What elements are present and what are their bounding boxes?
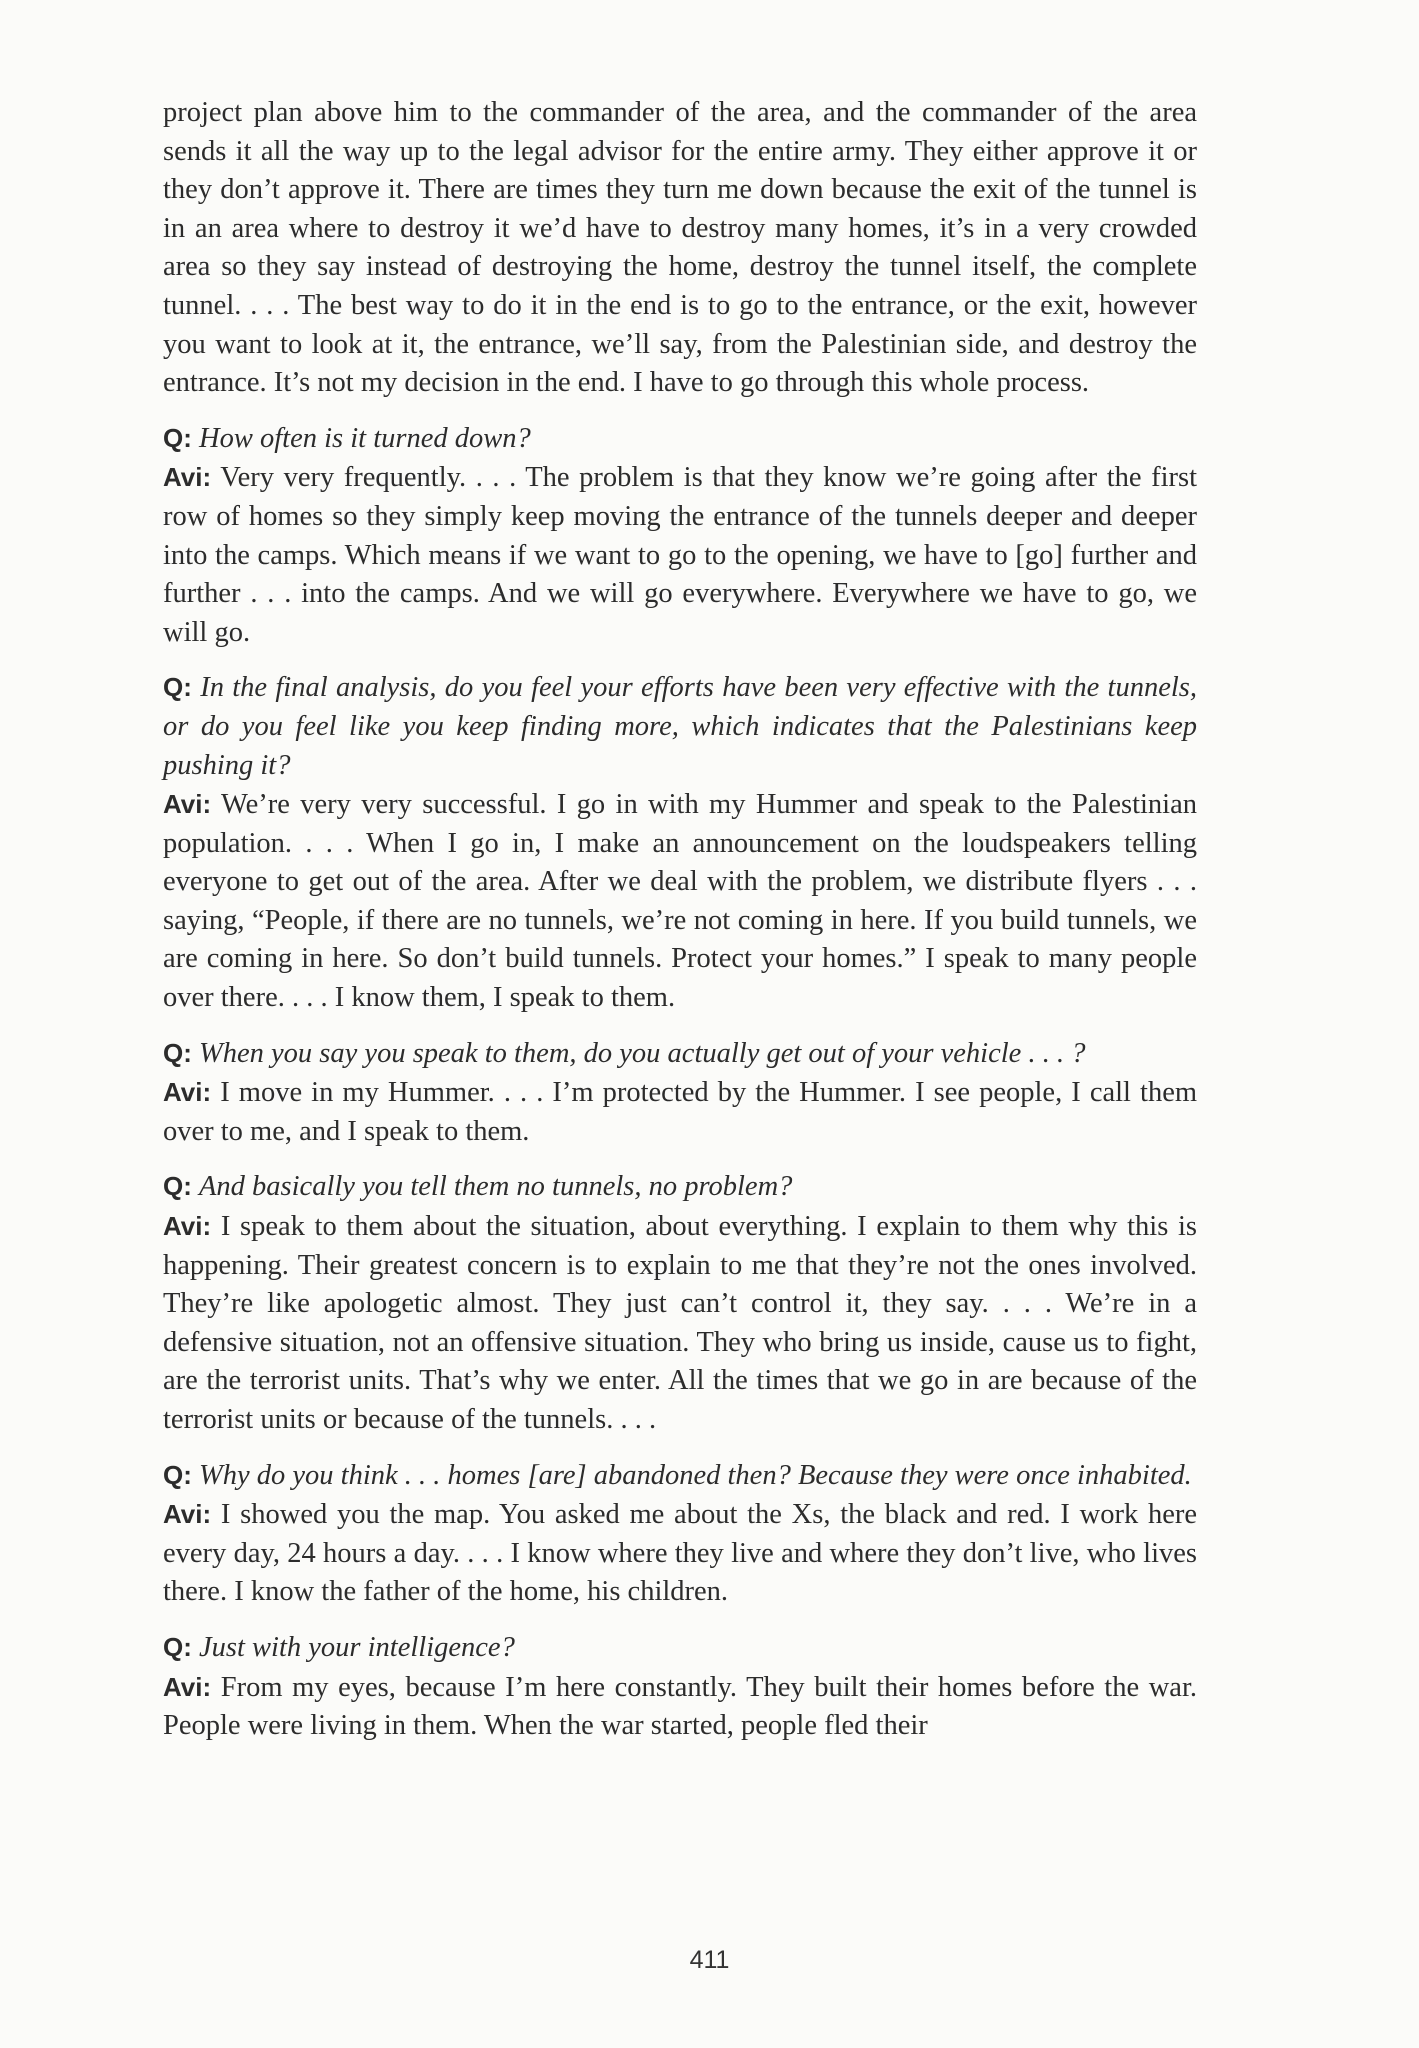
speaker-label-q: Q:: [163, 1037, 192, 1068]
question-text: How often is it turned down?: [199, 422, 531, 454]
question: [163, 419, 1197, 459]
question: [163, 1628, 1197, 1668]
answer: [163, 1207, 1197, 1440]
answer-text: From my eyes, because I’m here constantly. They built their homes before the war. People were living in them. When the war started, people fled their: [163, 1671, 1197, 1742]
question-text: Just with your intelligence?: [199, 1631, 515, 1663]
speaker-label-avi: Avi:: [163, 1499, 212, 1530]
question-text: In the final analysis, do you feel your efforts have been very effective with the tunnels, or do you feel like you keep finding more, which indicates that the Palestinians keep pushing it?: [163, 672, 1197, 781]
answer-text: We’re very very successful. I go in with my Hummer and speak to the Palestinian population. . . . When I go in, I make an announcement on the loudspeakers telling everyone to get out of the area. After we deal with the problem, we distribute flyers . . . saying, “People, if there are no tunnels, we’re not coming in here. If you build tunnels, we are coming in here. So don’t build tunnels. Protect your homes.” I speak to many people over there. . . . I know them, I speak to them.: [163, 789, 1197, 1014]
speaker-label-q: Q:: [163, 422, 192, 453]
qa-exchange-3: [163, 1034, 1197, 1152]
question: [163, 1167, 1197, 1207]
answer-text: I move in my Hummer. . . . I’m protected by the Hummer. I see people, I call them over to me, and I speak to them.: [163, 1077, 1198, 1147]
speaker-label-q: Q:: [163, 1171, 192, 1202]
answer: [163, 458, 1197, 652]
question-text: Why do you think . . . homes [are] abandoned then? Because they were once inhabited.: [199, 1459, 1192, 1491]
qa-exchange-2: [163, 668, 1197, 1017]
speaker-label-q: Q:: [163, 672, 192, 703]
qa-exchange-6: [163, 1628, 1197, 1746]
answer-text: I speak to them about the situation, about everything. I explain to them why this is happening. Their greatest concern is to explain to me that they’re not the ones involved. They’re like apologetic almost. They just can’t control it, they say. . . . We’re in a defensive situation, not an offensive situation. They who bring us inside, cause us to fight, are the terrorist units. That’s why we enter. All the times that we go in are because of the terrorist units or because of the tunnels. . . .: [163, 1211, 1197, 1435]
answer: [163, 1668, 1197, 1746]
answer: [163, 1073, 1197, 1151]
speaker-label-q: Q:: [163, 1631, 192, 1662]
answer: [163, 1495, 1197, 1612]
question: [163, 668, 1197, 785]
speaker-label-avi: Avi:: [163, 789, 212, 820]
speaker-label-avi: Avi:: [163, 1077, 212, 1108]
qa-exchange-5: [163, 1456, 1197, 1612]
opening-paragraph: project plan above him to the commander of the area, and the commander of the area sends it all the way up to the legal advisor for the entire army. They either approve it or they don’t approve it. There are times they turn me down because the exit of the tunnel is in an area where to destroy it we’d have to destroy many homes, it’s in a very crowded area so they say instead of destroying the home, destroy the tunnel itself, the complete tunnel. . . . The best way to do it in the end is to go to the entrance, or the exit, however you want to look at it, the entrance, we’ll say, from the Palestinian side, and destroy the entrance. It’s not my decision in the end. I have to go through this whole process.: [163, 97, 1197, 399]
speaker-label-avi: Avi:: [163, 462, 212, 493]
page-number: 411: [689, 1946, 730, 1974]
question: [163, 1034, 1197, 1074]
question-text: When you say you speak to them, do you actually get out of your vehicle . . . ?: [199, 1037, 1086, 1069]
qa-exchange-1: [163, 419, 1197, 653]
question: [163, 1456, 1197, 1496]
speaker-label-avi: Avi:: [163, 1211, 212, 1242]
question-text: And basically you tell them no tunnels, no problem?: [199, 1171, 793, 1203]
speaker-label-q: Q:: [163, 1459, 192, 1490]
answer-text: Very very frequently. . . . The problem is that they know we’re going after the first row of homes so they simply keep moving the entrance of the tunnels deeper and deeper into the camps. Which means if we want to go to the opening, we have to [go] further and further . . . into the camps. And we will go everywhere. Everywhere we have to go, we will go.: [163, 462, 1197, 648]
answer: [163, 785, 1197, 1018]
speaker-label-avi: Avi:: [163, 1671, 212, 1702]
qa-exchange-4: [163, 1167, 1197, 1439]
page-body: [163, 94, 1197, 1762]
answer-text: I showed you the map. You asked me about the Xs, the black and red. I work here every day, 24 hours a day. . . . I know where they live and where they don’t live, who lives there. I know the father of the home, his children.: [163, 1499, 1197, 1608]
